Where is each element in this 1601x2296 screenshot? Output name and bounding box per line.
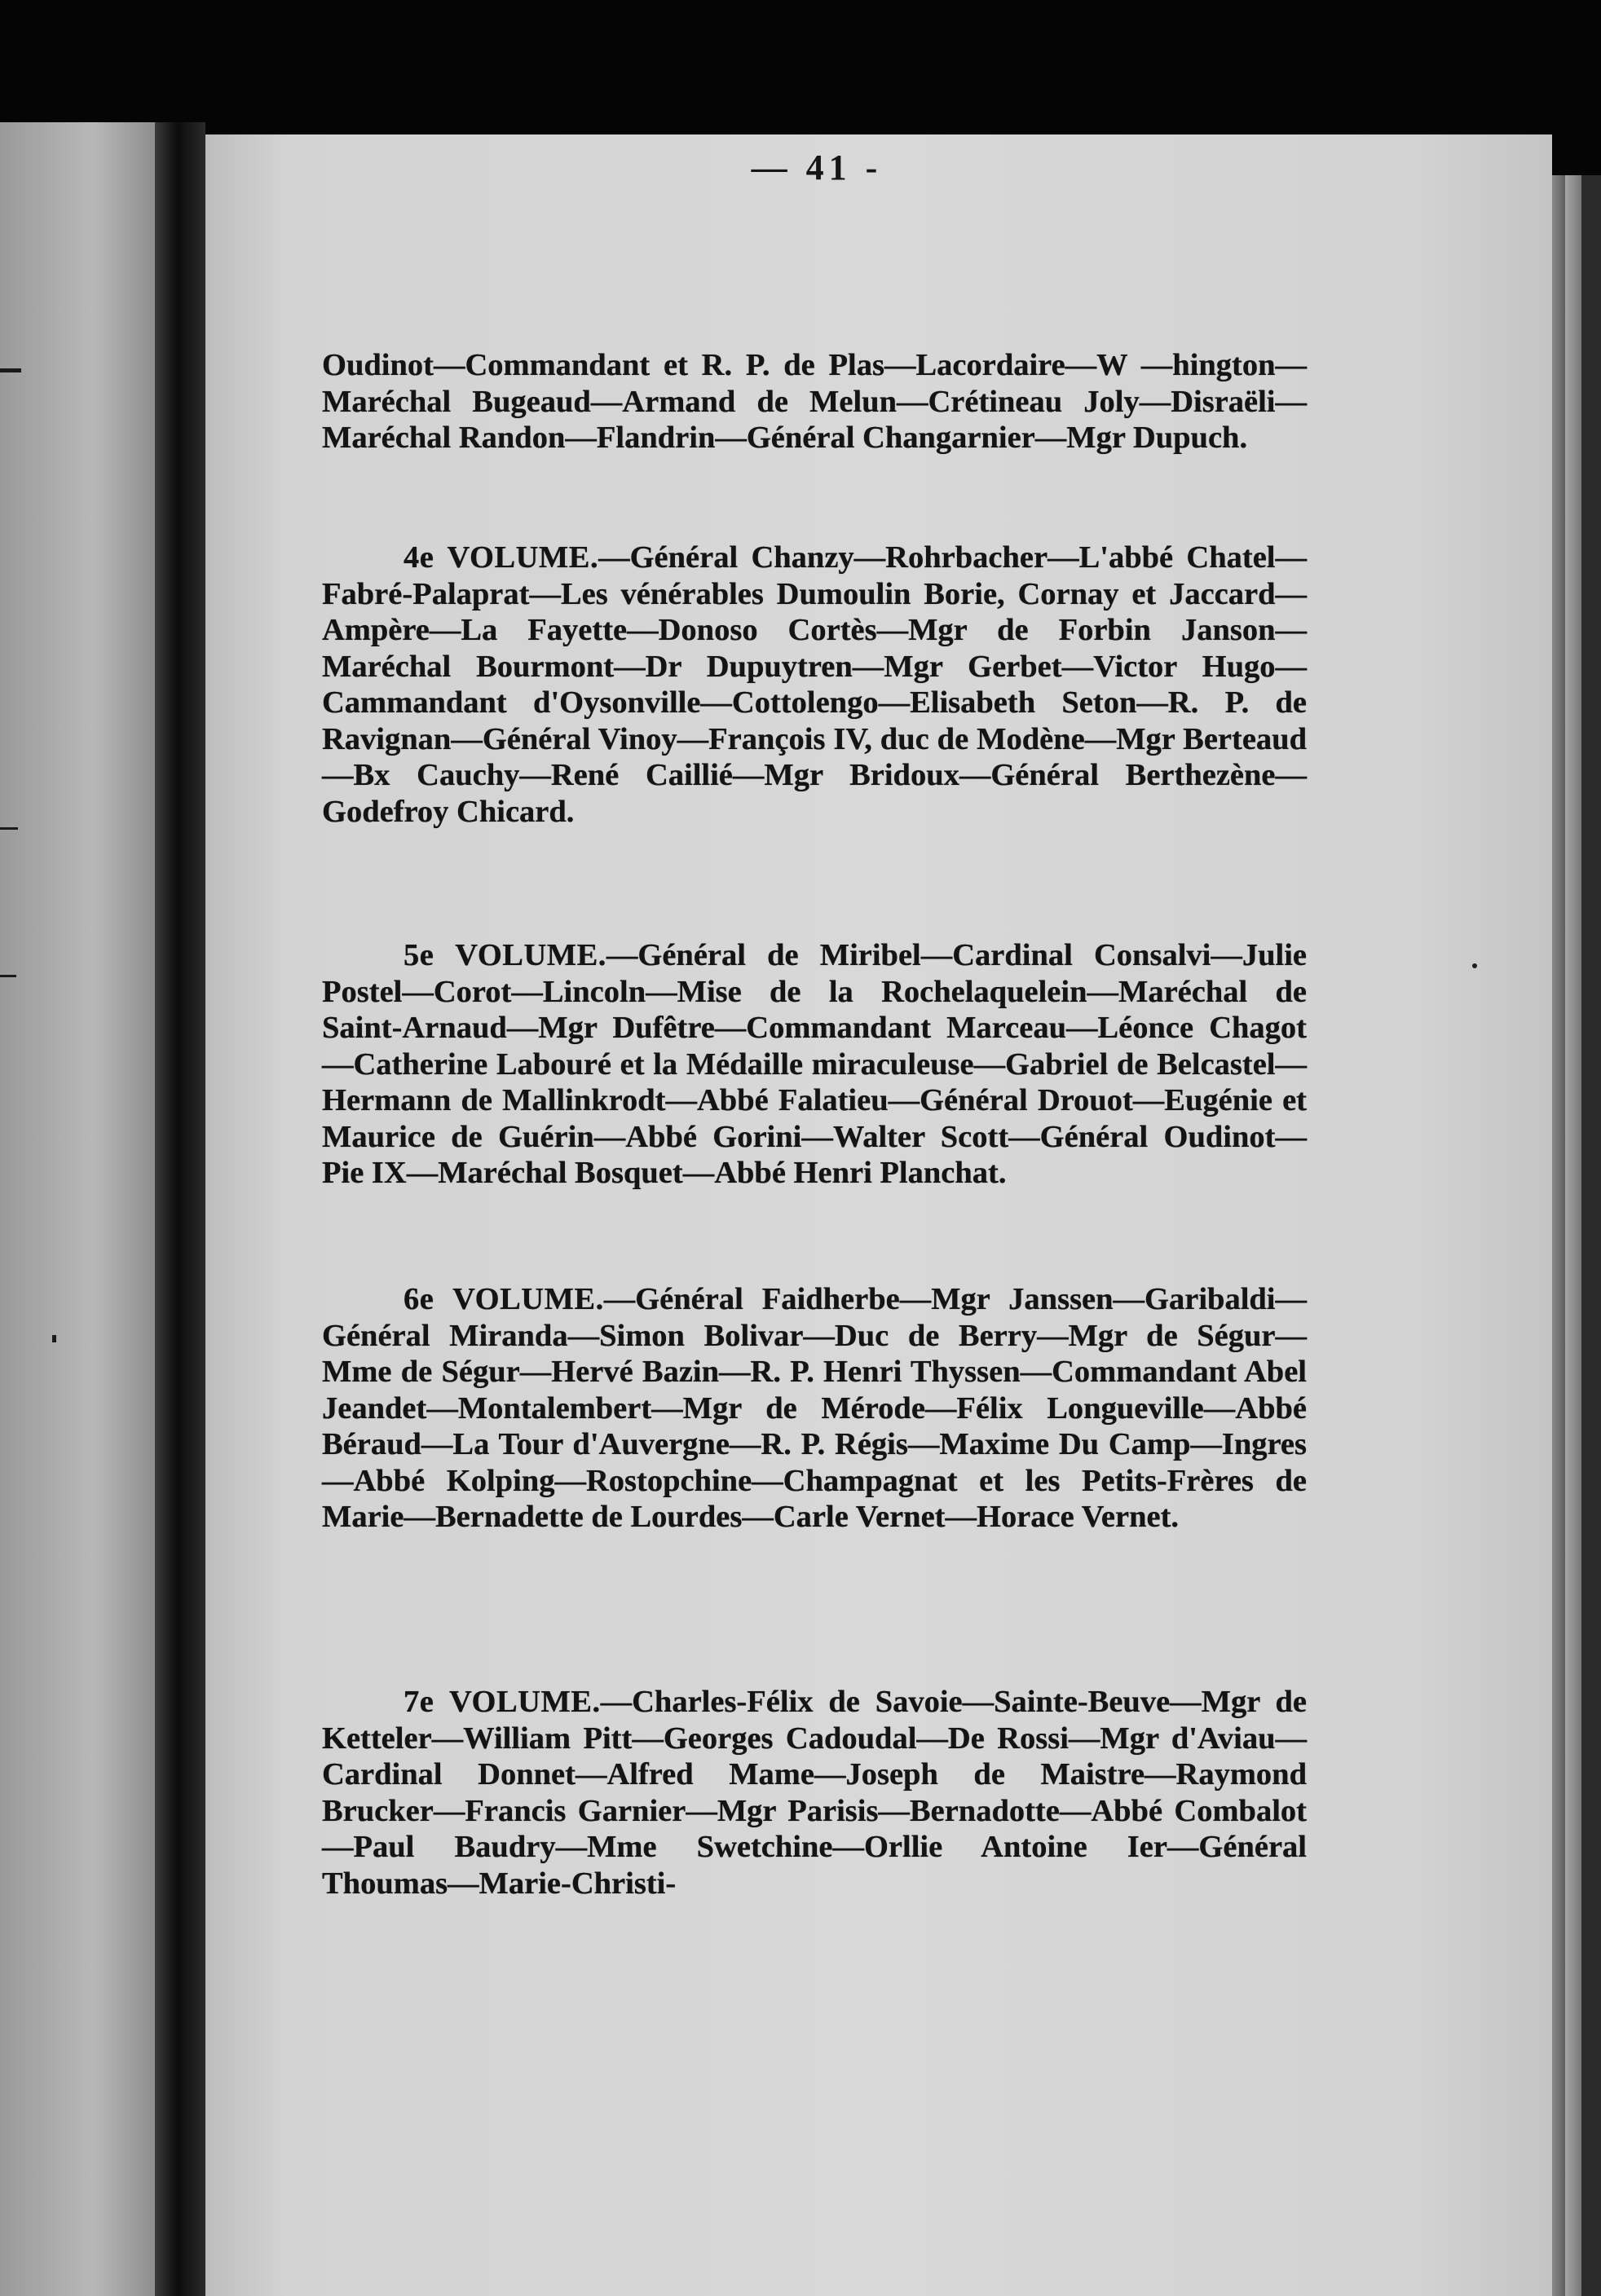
volume-contents: Général de Miribel—Cardinal Consalvi—Julie Postel—Corot—Lincoln—Mise de la Rochelaquelein—Maréchal de Saint-Arnaud—Mgr Dufêtre—Commandant Marceau—Léonce Chagot—Catherine Labouré et la Médaille miraculeuse—Gabriel de Belcastel—Hermann de Mallinkrodt—Abbé Falatieu—Général Drouot—Eugénie et Maurice de Guérin—Abbé Gorini—Walter Scott—Général Oudinot—Pie IX—Maréchal Bosquet—Abbé Henri Planchat. [322, 938, 1307, 1190]
page-stack-edge [1581, 175, 1601, 2296]
volume-6-paragraph: 6e VOLUME.—Général Faidherbe—Mgr Janssen—Garibaldi—Général Miranda—Simon Bolivar—Duc de Berry—Mgr de Ségur—Mme de Ségur—Hervé Bazin—R. P. Henri Thyssen—Commandant Abel Jeandet—Montalembert—Mgr de Mérode—Félix Longueville—Abbé Béraud—La Tour d'Auvergne—R. P. Régis—Maxime Du Camp—Ingres—Abbé Kolping—Rostopchine—Champagnat et les Petits-Frères de Marie—Bernadette de Lourdes—Carle Vernet—Horace Vernet. [322, 1282, 1307, 1534]
margin-mark [0, 827, 18, 830]
margin-mark [0, 975, 16, 977]
volume-4-paragraph: 4e VOLUME.—Général Chanzy—Rohrbacher—L'abbé Chatel—Fabré-Palaprat—Les vénérables Dumoulin Borie, Cornay et Jaccard—Ampère—La Fayette—Donoso Cortès—Mgr de Forbin Janson—Maréchal Bourmont—Dr Dupuytren—Mgr Gerbet—Victor Hugo—Cammandant d'Oysonville—Cottolengo—Elisabeth Seton—R. P. de Ravignan—Général Vinoy—François IV, duc de Modène—Mgr Berteaud—Bx Cauchy—René Caillié—Mgr Bridoux—Général Berthezène—Godefroy Chicard. [322, 540, 1307, 829]
binding-gutter [155, 122, 205, 2296]
page-stack-edge [1565, 175, 1581, 2296]
book-page [205, 134, 1552, 2296]
volume-heading: 5e VOLUME. [404, 938, 606, 972]
continuation-text: Oudinot—Commandant et R. P. de Plas—Lacordaire—W —hington—Maréchal Bugeaud—Armand de Melun—Crétineau Joly—Disraëli—Maréchal Randon—Flandrin—Général Changarnier—Mgr Dupuch. [322, 348, 1307, 455]
volume-heading: 4e VOLUME. [404, 540, 599, 575]
page-number: — 41 - [751, 148, 883, 187]
volume-heading: 7e VOLUME. [404, 1685, 601, 1719]
continuation-paragraph [322, 347, 1307, 456]
volume-contents: Général Chanzy—Rohrbacher—L'abbé Chatel—Fabré-Palaprat—Les vénérables Dumoulin Borie, Cornay et Jaccard—Ampère—La Fayette—Donoso Cortès—Mgr de Forbin Janson—Maréchal Bourmont—Dr Dupuytren—Mgr Gerbet—Victor Hugo—Cammandant d'Oysonville—Cottolengo—Elisabeth Seton—R. P. de Ravignan—Général Vinoy—François IV, duc de Modène—Mgr Berteaud—Bx Cauchy—René Caillié—Mgr Bridoux—Général Berthezène—Godefroy Chicard. [322, 540, 1307, 829]
volume-contents: Général Faidherbe—Mgr Janssen—Garibaldi—Général Miranda—Simon Bolivar—Duc de Berry—Mgr de Ségur—Mme de Ségur—Hervé Bazin—R. P. Henri Thyssen—Commandant Abel Jeandet—Montalembert—Mgr de Mérode—Félix Longueville—Abbé Béraud—La Tour d'Auvergne—R. P. Régis—Maxime Du Camp—Ingres—Abbé Kolping—Rostopchine—Champagnat et les Petits-Frères de Marie—Bernadette de Lourdes—Carle Vernet—Horace Vernet. [322, 1282, 1307, 1534]
volume-contents: Charles-Félix de Savoie—Sainte-Beuve—Mgr de Ketteler—William Pitt—Georges Cadoudal—De Rossi—Mgr d'Aviau—Cardinal Donnet—Alfred Mame—Joseph de Maistre—Raymond Brucker—Francis Garnier—Mgr Parisis—Bernadotte—Abbé Combalot—Paul Baudry—Mme Swetchine—Orllie Antoine Ier—Général Thoumas—Marie-Christi- [322, 1685, 1307, 1901]
volume-5-paragraph: 5e VOLUME.—Général de Miribel—Cardinal Consalvi—Julie Postel—Corot—Lincoln—Mise de la Rochelaquelein—Maréchal de Saint-Arnaud—Mgr Dufêtre—Commandant Marceau—Léonce Chagot—Catherine Labouré et la Médaille miraculeuse—Gabriel de Belcastel—Hermann de Mallinkrodt—Abbé Falatieu—Général Drouot—Eugénie et Maurice de Guérin—Abbé Gorini—Walter Scott—Général Oudinot—Pie IX—Maréchal Bosquet—Abbé Henri Planchat. [322, 938, 1307, 1190]
paper-speck [1472, 963, 1477, 968]
margin-mark [52, 1335, 56, 1342]
margin-mark [0, 368, 21, 372]
page-stack-edge [1552, 175, 1565, 2296]
facing-page-edge [0, 122, 155, 2296]
volume-7-paragraph: 7e VOLUME.—Charles-Félix de Savoie—Sainte-Beuve—Mgr de Ketteler—William Pitt—Georges Cadoudal—De Rossi—Mgr d'Aviau—Cardinal Donnet—Alfred Mame—Joseph de Maistre—Raymond Brucker—Francis Garnier—Mgr Parisis—Bernadotte—Abbé Combalot—Paul Baudry—Mme Swetchine—Orllie Antoine Ier—Général Thoumas—Marie-Christi- [322, 1685, 1307, 1901]
volume-heading: 6e VOLUME. [404, 1282, 604, 1316]
